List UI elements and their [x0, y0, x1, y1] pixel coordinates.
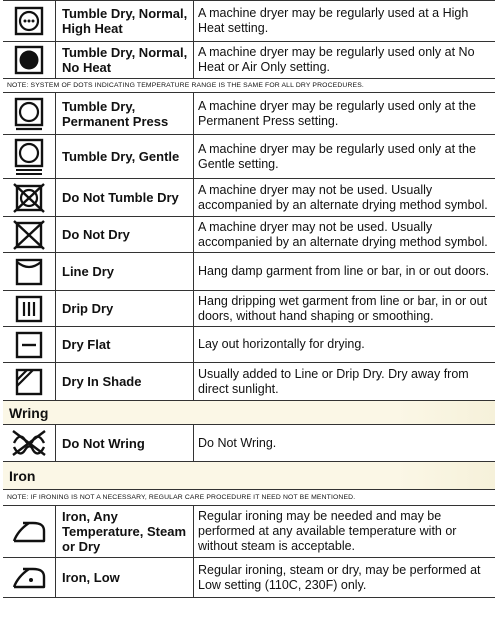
dry-flat-icon — [3, 327, 56, 362]
do-not-dry-icon — [3, 217, 56, 252]
table-row — [3, 179, 495, 217]
line-dry-icon — [3, 253, 56, 290]
table-row — [3, 425, 495, 462]
row-name: Tumble Dry, Normal, No Heat — [56, 42, 194, 78]
table-row — [3, 42, 495, 79]
row-name: Dry Flat — [56, 327, 194, 362]
table-row — [3, 363, 495, 401]
tumble-dry-high-heat-icon — [3, 1, 56, 41]
row-description: Do Not Wring. — [198, 435, 277, 450]
ironing-note: NOTE: IF IRONING IS NOT A NECESSARY, REGULAR CARE PROCEDURE IT NEED NOT BE MENTIONED. — [3, 490, 495, 506]
tumble-dry-permanent-press-icon — [3, 93, 56, 134]
do-not-wring-icon — [3, 425, 56, 461]
section-header-wring: Wring — [3, 401, 495, 425]
row-name: Tumble Dry, Gentle — [56, 135, 194, 178]
table-row — [3, 135, 495, 179]
section-header-iron: Iron — [3, 462, 495, 490]
row-description: Usually added to Line or Drip Dry. Dry away from direct sunlight. — [198, 366, 469, 396]
row-description: Regular ironing, steam or dry, may be performed at Low setting (110C, 230F) only. — [198, 562, 481, 592]
iron-low-icon — [3, 558, 56, 597]
row-name: Line Dry — [56, 253, 194, 290]
table-row — [3, 291, 495, 327]
table-row — [3, 253, 495, 291]
row-name: Iron, Low — [56, 558, 194, 597]
row-description: A machine dryer may not be used. Usually accompanied by an alternate drying method symbol. — [198, 182, 488, 212]
table-row — [3, 327, 495, 363]
dry-in-shade-icon — [3, 363, 56, 400]
table-row — [3, 0, 495, 42]
row-name: Do Not Dry — [56, 217, 194, 252]
dots-note: NOTE: SYSTEM OF DOTS INDICATING TEMPERATURE RANGE IS THE SAME FOR ALL DRY PROCEDURES. — [3, 79, 495, 93]
tumble-dry-gentle-icon — [3, 135, 56, 178]
row-name: Iron, Any Temperature, Steam or Dry — [56, 506, 194, 557]
drip-dry-icon — [3, 291, 56, 326]
row-name: Do Not Tumble Dry — [56, 179, 194, 216]
row-description: A machine dryer may be regularly used only at the Gentle setting. — [198, 141, 476, 171]
iron-any-temperature-icon — [3, 506, 56, 557]
row-description: A machine dryer may not be used. Usually accompanied by an alternate drying method symbol. — [198, 219, 488, 249]
table-row — [3, 93, 495, 135]
row-description: Hang dripping wet garment from line or bar, in or out doors, without hand shaping or smoothing. — [198, 293, 488, 323]
do-not-tumble-dry-icon — [3, 179, 56, 216]
table-row — [3, 217, 495, 253]
row-name: Tumble Dry, Normal, High Heat — [56, 1, 194, 41]
row-name: Dry In Shade — [56, 363, 194, 400]
row-name: Drip Dry — [56, 291, 194, 326]
row-description: A machine dryer may be regularly used at a High Heat setting. — [198, 6, 469, 35]
row-description: Regular ironing may be needed and may be performed at any available temperature with or without steam is acceptable. — [198, 509, 457, 553]
row-description: A machine dryer may be regularly used only at the Permanent Press setting. — [198, 98, 476, 128]
row-description: Lay out horizontally for drying. — [198, 337, 365, 351]
row-description: A machine dryer may be regularly used only at No Heat or Air Only setting. — [198, 45, 475, 74]
tumble-dry-no-heat-icon — [3, 42, 56, 78]
table-footer-space — [3, 598, 495, 620]
row-name: Tumble Dry, Permanent Press — [56, 93, 194, 134]
table-row — [3, 506, 495, 558]
table-row — [3, 558, 495, 598]
row-name: Do Not Wring — [56, 425, 194, 461]
row-description: Hang damp garment from line or bar, in or out doors. — [198, 264, 490, 278]
